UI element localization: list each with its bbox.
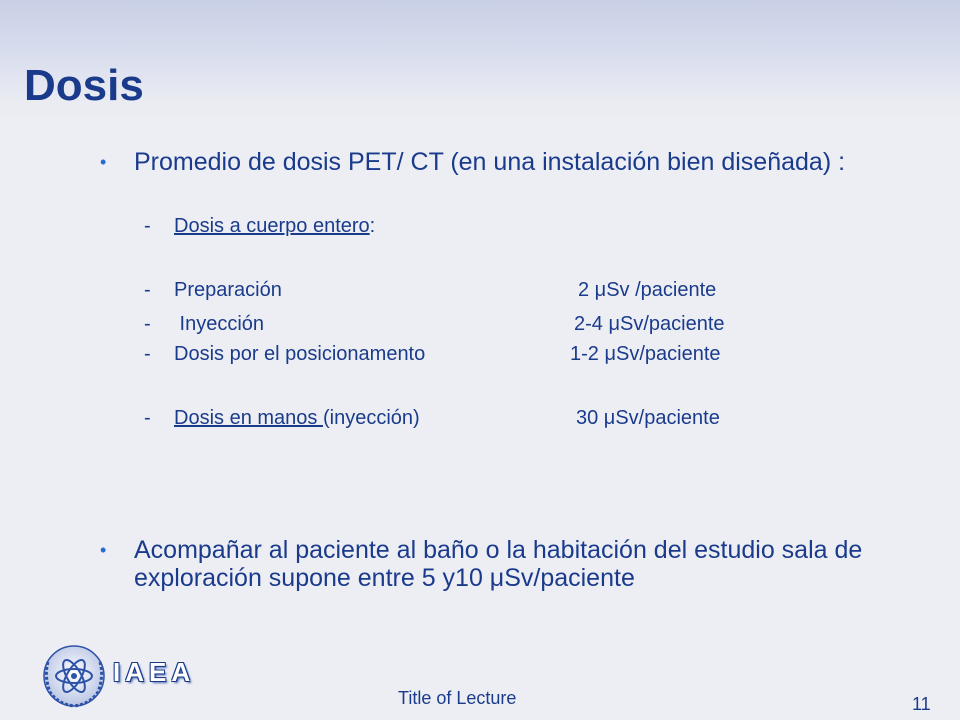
underlined-label: Dosis a cuerpo entero [174,215,370,237]
footer-lecture-title: Title of Lecture [398,688,517,708]
dash: - [144,407,151,429]
bullet-text: Promedio de dosis PET/ CT (en una instalación bien diseñada) : [134,148,846,176]
sub-item-label [174,214,375,238]
dash: - [144,215,151,237]
sub-item-value: 2 μSv /paciente [578,279,717,301]
sub-item-label: Inyección [174,313,265,335]
sub-item-label [174,406,420,430]
sub-item-value: 1-2 μSv/paciente [570,343,721,365]
bullet-average-dose [100,148,900,176]
sub-item-value: 2-4 μSv/paciente [574,313,725,335]
slide-title: Dosis [24,61,144,110]
label-rest: : [369,215,376,237]
sub-item-value: 30 μSv/paciente [576,407,720,429]
underlined-label: Dosis en manos [174,407,323,429]
iaea-logo-text: IAEA [113,657,196,687]
dash: - [144,279,151,301]
label-rest: (inyección) [322,407,420,429]
page-number: 11 [912,694,931,714]
bullet-accompany-patient [100,536,900,592]
un-atom-emblem-icon [40,642,108,710]
header-band [0,0,960,122]
bullet-icon: • [100,152,107,172]
bullet-text: Acompañar al paciente al baño o la habitación del estudio sala de exploración supone entre 5 y10 μSv/paciente [134,536,863,592]
dash: - [144,313,151,335]
sub-item-label: Dosis por el posicionamento [174,343,426,365]
sub-item-label: Preparación [174,279,282,301]
bullet-icon: • [100,540,107,560]
dash: - [144,343,151,365]
